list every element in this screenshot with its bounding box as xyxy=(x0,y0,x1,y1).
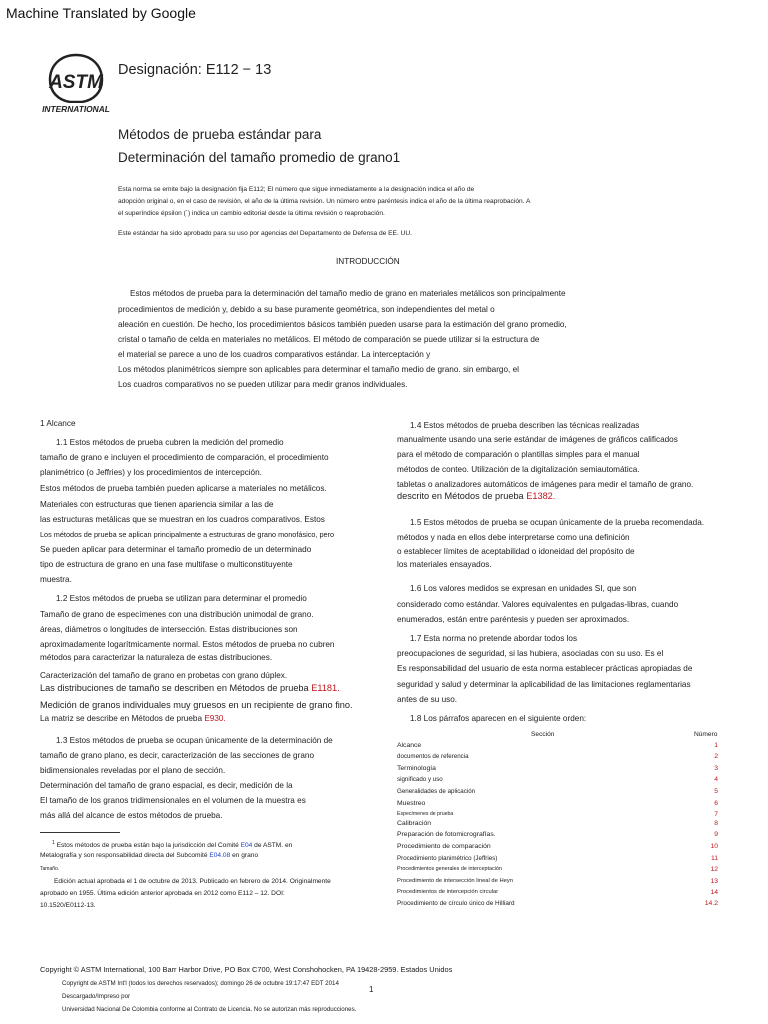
para-line: los materiales ensayados. xyxy=(397,560,492,569)
para-line: 1.7 Esta norma no pretende abordar todos los xyxy=(410,634,578,643)
title-line-2: Determinación del tamaño promedio de grano1 xyxy=(118,150,401,165)
intro-line: procedimientos de medición y, debido a su base puramente geométrica, son independientes del metal o xyxy=(118,305,495,314)
toc-section-label: significado y uso xyxy=(397,776,443,783)
ref-link-e04[interactable]: E04 xyxy=(240,842,253,850)
para-text: descrito en Métodos de prueba xyxy=(397,491,527,501)
intro-line: el material se parece a uno de los cuadros comparativos estándar. La interceptación y xyxy=(118,350,431,359)
para-line: o establecer límites de aceptabilidad o idoneidad del propósito de xyxy=(397,547,635,556)
ref-link-e1181[interactable]: E1181. xyxy=(311,683,340,693)
para-line: 1.6 Los valores medidos se expresan en unidades SI, que son xyxy=(410,584,637,593)
preamble-line: el superíndice épsilon (´) indica un cambio editorial desde la última revisión o reaprobación. xyxy=(118,210,385,217)
toc-section-label: Especímenes de prueba xyxy=(397,811,454,817)
para-line: seguridad y salud y determinar la aplicabilidad de las limitaciones reglamentarias xyxy=(397,680,691,689)
download-line: Descargado/Impreso por xyxy=(62,993,131,1000)
toc-section-number[interactable]: 6 xyxy=(714,800,718,807)
para-line xyxy=(40,683,340,693)
machine-translated-banner: Machine Translated by Google xyxy=(6,5,196,21)
dod-note: Este estándar ha sido aprobado para su uso por agencias del Departamento de Defensa de EE. UU. xyxy=(118,230,412,237)
copyright-line: Copyright de ASTM Int'l (todos los derechos reservados); domingo 26 de octubre 19:17:47 EDT 2014 xyxy=(62,980,339,987)
para-line: 1.3 Estos métodos de prueba se ocupan únicamente de la determinación de xyxy=(56,736,333,745)
toc-section-label: Alcance xyxy=(397,742,422,749)
toc-section-label: Terminología xyxy=(397,765,436,772)
para-line: planimétrico (o Jeffries) y los procedimientos de intercepción. xyxy=(40,468,262,477)
toc-section-label: Calibración xyxy=(397,820,432,827)
toc-section-number[interactable]: 1 xyxy=(714,742,718,749)
toc-section-label: Procedimiento de comparación xyxy=(397,843,491,850)
footnote-divider xyxy=(40,832,120,833)
svg-text:ASTM: ASTM xyxy=(49,72,103,93)
toc-section-number[interactable]: 14 xyxy=(710,889,718,896)
toc-section-number[interactable]: 10 xyxy=(710,843,718,850)
para-line: Medición de granos individuales muy gruesos en un recipiente de grano fino. xyxy=(40,700,353,710)
toc-section-number[interactable]: 13 xyxy=(710,878,718,885)
section-heading-alcance: 1 Alcance xyxy=(40,419,76,428)
toc-section-number[interactable]: 14.2 xyxy=(704,900,718,907)
toc-section-label: Generalidades de aplicación xyxy=(397,788,476,795)
footnote-line xyxy=(40,852,258,859)
para-line: métodos para caracterizar la naturaleza de estas distribuciones. xyxy=(40,653,273,662)
para-line xyxy=(397,491,555,501)
para-line: preocupaciones de seguridad, si las hubiera, asociadas con su uso. Es el xyxy=(397,649,664,658)
toc-section-number[interactable]: 11 xyxy=(710,855,718,862)
toc-section-label: documentos de referencia xyxy=(397,753,469,760)
toc-section-label: Procedimientos de intercepción circular xyxy=(397,889,499,895)
footnote-line: aprobado en 1955. Última edición anterior aprobada en 2012 como E112 – 12. DOI: xyxy=(40,890,285,897)
para-line: Los métodos de prueba se aplican principalmente a estructuras de grano monofásico, pero xyxy=(40,530,335,539)
footnote-marker: 1 xyxy=(52,840,55,846)
ref-link-e930[interactable]: E930. xyxy=(204,714,226,723)
para-text: Las distribuciones de tamaño se describen en Métodos de prueba xyxy=(40,683,312,693)
para-line: Es responsabilidad del usuario de esta norma establecer prácticas apropiadas de xyxy=(397,664,693,673)
preamble-line: adopción original o, en el caso de revisión, el año de la última revisión. Un número entre paréntesis indica el año de la última reaprobación. A xyxy=(118,198,531,205)
page-number: 1 xyxy=(369,985,374,994)
footnote-line: Edición actual aprobada el 1 de octubre de 2013. Publicado en febrero de 2014. Originalmente xyxy=(54,878,331,885)
para-line: más allá del alcance de estos métodos de prueba. xyxy=(40,811,223,820)
para-line: las estructuras metálicas que se muestran en los cuadros comparativos. Estos xyxy=(40,515,325,524)
toc-section-number[interactable]: 8 xyxy=(714,820,718,827)
toc-section-label: Procedimientos generales de interceptación xyxy=(397,866,502,872)
toc-section-number[interactable]: 3 xyxy=(714,765,718,772)
toc-section-number[interactable]: 12 xyxy=(710,866,718,873)
para-line: para el método de comparación o plantillas simples para el manual xyxy=(397,450,640,459)
para-text: La matriz se describe en Métodos de prueba xyxy=(40,714,205,723)
intro-line: Los cuadros comparativos no se pueden utilizar para medir granos individuales. xyxy=(118,380,408,389)
para-line: métodos y nada en ellos debe interpretarse como una definición xyxy=(397,533,630,542)
intro-heading: INTRODUCCIÓN xyxy=(336,257,400,266)
toc-section-label: Procedimiento de intersección lineal de Heyn xyxy=(397,878,514,884)
para-line: considerado como estándar. Valores equivalentes en pulgadas-libras, cuando xyxy=(397,600,679,609)
para-line: Se pueden aplicar para determinar el tamaño promedio de un determinado xyxy=(40,545,312,554)
astm-logo xyxy=(40,52,112,116)
toc-section-label: Preparación de fotomicrografías. xyxy=(397,831,496,838)
preamble-line: Esta norma se emite bajo la designación fija E112; El número que sigue inmediatamente a la designación indica el año de xyxy=(118,186,475,193)
footnote-text: en grano xyxy=(230,852,259,859)
toc-section-number[interactable]: 5 xyxy=(714,788,718,795)
footnote-line: 10.1520/E0112-13. xyxy=(40,902,96,909)
para-line: Tamaño de grano de especímenes con una distribución unimodal de grano. xyxy=(40,610,314,619)
para-line: Estos métodos de prueba también pueden aplicarse a materiales no metálicos. xyxy=(40,484,327,493)
para-line: tabletas o analizadores automáticos de imágenes para medir el tamaño de grano. xyxy=(397,480,694,489)
para-line: aproximadamente logarítmicamente normal. Estos métodos de prueba no cubren xyxy=(40,640,335,649)
para-line xyxy=(40,714,226,723)
footnote-text: Metalografía y son responsabilidad directa del Subcomité xyxy=(40,852,210,859)
toc-section-number[interactable]: 9 xyxy=(714,831,718,838)
intro-line: aleación en cuestión. De hecho, los procedimientos básicos también pueden usarse para la estimación del grano promedio, xyxy=(118,320,567,329)
copyright: Copyright © ASTM International, 100 Barr Harbor Drive, PO Box C700, West Conshohocken, PA 19428-2959. Estados Unidos xyxy=(40,965,453,974)
toc-section-label: Procedimiento de círculo único de Hilliard xyxy=(397,900,515,907)
svg-text:INTERNATIONAL: INTERNATIONAL xyxy=(42,104,110,114)
para-line: antes de su uso. xyxy=(397,695,458,704)
toc-header-number: Número xyxy=(694,731,718,738)
ref-link-e1382[interactable]: E1382. xyxy=(526,491,556,501)
intro-line: Estos métodos de prueba para la determinación del tamaño medio de grano en materiales metálicos son principalmente xyxy=(130,289,566,298)
para-line: tamaño de grano plano, es decir, caracterización de las secciones de grano xyxy=(40,751,314,760)
designation: Designación: E112 − 13 xyxy=(118,62,272,78)
para-line: enumerados, están entre paréntesis y pueden ser aproximados. xyxy=(397,615,630,624)
para-line: 1.5 Estos métodos de prueba se ocupan únicamente de la prueba recomendada. xyxy=(410,518,705,527)
para-line: manualmente usando una serie estándar de imágenes de gráficos calificados xyxy=(397,435,678,444)
para-line: Materiales con estructuras que tienen apariencia similar a las de xyxy=(40,500,274,509)
para-line: Caracterización del tamaño de grano en probetas con grano dúplex. xyxy=(40,671,288,680)
para-line: 1.4 Estos métodos de prueba describen las técnicas realizadas xyxy=(410,421,640,430)
para-line: métodos de conteo. Utilización de la digitalización semiautomática. xyxy=(397,465,640,474)
para-line: El tamaño de los granos tridimensionales en el volumen de la muestra es xyxy=(40,796,306,805)
toc-section-number[interactable]: 4 xyxy=(714,776,718,783)
footnote-line xyxy=(52,840,292,849)
para-line: bidimensionales reveladas por el plano de sección. xyxy=(40,766,226,775)
intro-line: Los métodos planimétricos siempre son aplicables para determinar el tamaño medio de grano. sin embargo, el xyxy=(118,365,519,374)
para-line: 1.1 Estos métodos de prueba cubren la medición del promedio xyxy=(56,438,284,447)
license-line: Universidad Nacional De Colombia conforme al Contrato de Licencia. No se autorizan más reproducciones. xyxy=(62,1006,357,1013)
para-line: 1.2 Estos métodos de prueba se utilizan para determinar el promedio xyxy=(56,594,307,603)
para-line: muestra. xyxy=(40,575,72,584)
para-line: tamaño de grano e incluyen el procedimiento de comparación, el procedimiento xyxy=(40,453,329,462)
para-line: 1.8 Los párrafos aparecen en el siguiente orden: xyxy=(410,714,587,723)
title-line-1: Métodos de prueba estándar para xyxy=(118,127,322,142)
footnote-line: Tamaño. xyxy=(40,866,60,872)
footnote-text: de ASTM. en xyxy=(252,842,293,850)
ref-link-e04-08[interactable]: E04.08 xyxy=(209,852,231,859)
footnote-text: Estos métodos de prueba están bajo la jurisdicción del Comité xyxy=(54,842,241,850)
intro-line: cristal o tamaño de celda en materiales no metálicos. El método de comparación se puede utilizar si la estructura de xyxy=(118,335,540,344)
toc-section-label: Muestreo xyxy=(397,800,426,807)
para-line: tipo de estructura de grano en una fase multifase o multiconstituyente xyxy=(40,560,293,569)
para-line: Determinación del tamaño de grano espacial, es decir, medición de la xyxy=(40,781,293,790)
para-line: áreas, diámetros o longitudes de intersección. Estas distribuciones son xyxy=(40,625,298,634)
toc-section-number[interactable]: 2 xyxy=(714,753,718,760)
toc-section-number[interactable]: 7 xyxy=(714,811,718,818)
toc-section-label: Procedimiento planimétrico (Jeffries) xyxy=(397,855,498,862)
toc-header-section: Sección xyxy=(531,731,555,738)
